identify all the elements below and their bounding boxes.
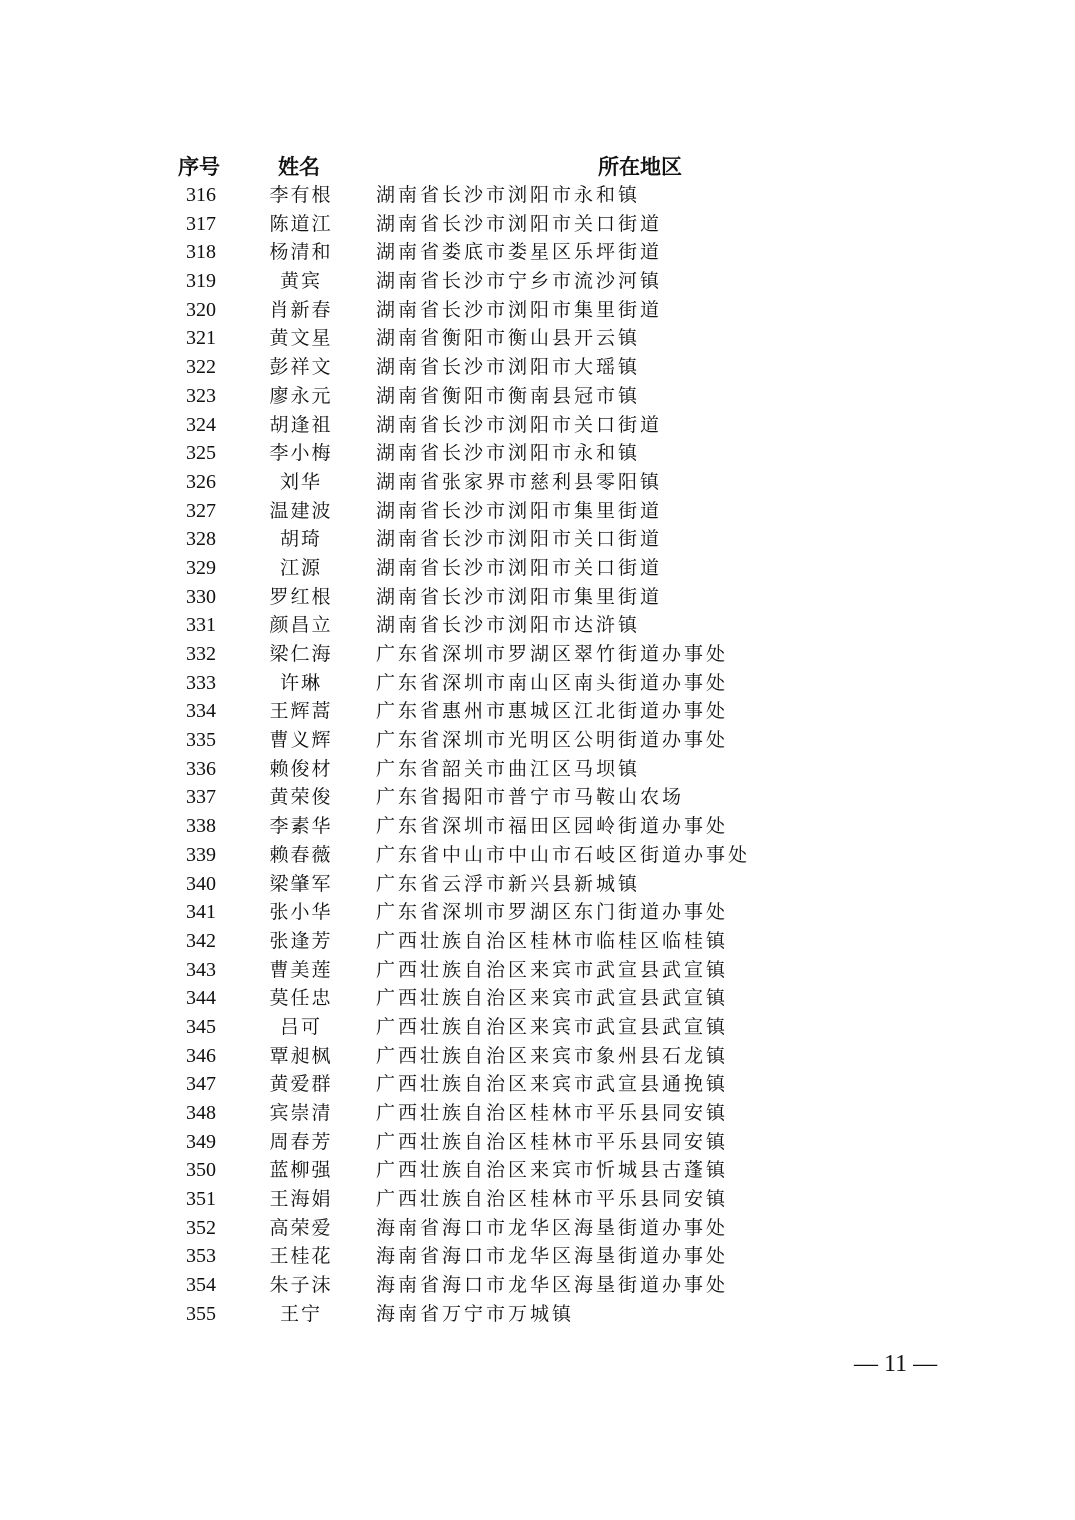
row-seq: 347 bbox=[186, 1073, 216, 1096]
row-name: 罗红根 bbox=[269, 585, 333, 608]
row-region: 广西壮族自治区来宾市武宣县通挽镇 bbox=[376, 1073, 729, 1096]
list-row bbox=[0, 439, 1075, 468]
row-seq: 330 bbox=[186, 585, 216, 608]
list-row bbox=[0, 697, 1075, 726]
row-name: 黄荣俊 bbox=[269, 786, 333, 809]
row-seq: 351 bbox=[186, 1188, 216, 1211]
row-name: 肖新春 bbox=[269, 298, 333, 321]
row-region: 湖南省衡阳市衡南县冠市镇 bbox=[376, 384, 641, 407]
row-seq: 325 bbox=[186, 442, 216, 465]
list-row bbox=[0, 210, 1075, 239]
list-row bbox=[0, 296, 1075, 325]
row-name: 梁肇军 bbox=[269, 872, 333, 895]
row-name: 周春芳 bbox=[269, 1130, 333, 1153]
row-seq: 344 bbox=[186, 987, 216, 1010]
list-row bbox=[0, 1042, 1075, 1071]
list-row bbox=[0, 1156, 1075, 1185]
row-seq: 329 bbox=[186, 556, 216, 579]
list-row bbox=[0, 783, 1075, 812]
row-name: 蓝柳强 bbox=[269, 1159, 333, 1182]
row-name: 高荣爱 bbox=[269, 1216, 333, 1239]
row-seq: 341 bbox=[186, 901, 216, 924]
row-seq: 340 bbox=[186, 872, 216, 895]
row-name: 张逢芳 bbox=[269, 929, 333, 952]
row-name: 王桂花 bbox=[269, 1245, 333, 1268]
list-row bbox=[0, 841, 1075, 870]
row-region: 湖南省长沙市浏阳市关口街道 bbox=[376, 413, 663, 436]
row-region: 湖南省长沙市浏阳市永和镇 bbox=[376, 442, 641, 465]
row-region: 广西壮族自治区桂林市平乐县同安镇 bbox=[376, 1102, 729, 1124]
row-region: 湖南省张家界市慈利县零阳镇 bbox=[376, 470, 663, 493]
row-region: 广西壮族自治区来宾市武宣县武宣镇 bbox=[376, 1015, 729, 1038]
row-region: 广西壮族自治区桂林市临桂区临桂镇 bbox=[376, 929, 729, 952]
row-seq: 321 bbox=[186, 327, 216, 350]
header-name: 姓名 bbox=[278, 155, 320, 179]
row-name: 李素华 bbox=[269, 815, 333, 838]
row-name: 颜昌立 bbox=[269, 614, 333, 637]
row-name: 许琳 bbox=[279, 671, 322, 694]
row-region: 湖南省长沙市浏阳市关口街道 bbox=[376, 528, 663, 551]
row-region: 海南省海口市龙华区海垦街道办事处 bbox=[376, 1274, 729, 1297]
list-row bbox=[0, 324, 1075, 353]
list-row bbox=[0, 411, 1075, 440]
row-seq: 354 bbox=[186, 1274, 216, 1297]
row-name: 宾崇清 bbox=[269, 1102, 333, 1124]
row-region: 广西壮族自治区来宾市武宣县武宣镇 bbox=[376, 958, 729, 981]
header-region: 所在地区 bbox=[598, 155, 682, 179]
row-region: 广东省中山市中山市石岐区街道办事处 bbox=[376, 843, 751, 866]
row-seq: 318 bbox=[186, 241, 216, 264]
row-seq: 324 bbox=[186, 413, 216, 436]
list-row bbox=[0, 353, 1075, 382]
row-name: 黄爱群 bbox=[269, 1073, 333, 1096]
list-row bbox=[0, 468, 1075, 497]
row-region: 湖南省长沙市宁乡市流沙河镇 bbox=[376, 270, 663, 293]
row-region: 广西壮族自治区桂林市平乐县同安镇 bbox=[376, 1188, 729, 1211]
row-name: 江源 bbox=[279, 556, 322, 579]
row-name: 胡琦 bbox=[279, 528, 322, 551]
row-seq: 337 bbox=[186, 786, 216, 809]
row-name: 吕可 bbox=[279, 1015, 322, 1038]
row-seq: 346 bbox=[186, 1044, 216, 1067]
row-region: 湖南省长沙市浏阳市集里街道 bbox=[376, 499, 663, 522]
row-region: 广东省韶关市曲江区马坝镇 bbox=[376, 757, 641, 780]
list-row bbox=[0, 898, 1075, 927]
list-row bbox=[0, 497, 1075, 526]
row-name: 曹美莲 bbox=[269, 958, 333, 981]
row-seq: 317 bbox=[186, 212, 216, 235]
list-row bbox=[0, 1214, 1075, 1243]
list-row bbox=[0, 1185, 1075, 1214]
row-seq: 335 bbox=[186, 729, 216, 752]
row-seq: 322 bbox=[186, 356, 216, 379]
row-name: 张小华 bbox=[269, 901, 333, 924]
page-number: — 11 — bbox=[854, 1351, 938, 1377]
row-seq: 342 bbox=[186, 929, 216, 952]
row-name: 彭祥文 bbox=[269, 356, 333, 379]
row-seq: 323 bbox=[186, 384, 216, 407]
row-region: 湖南省长沙市浏阳市大瑶镇 bbox=[376, 356, 641, 379]
row-name: 廖永元 bbox=[269, 384, 333, 407]
row-region: 广东省深圳市罗湖区翠竹街道办事处 bbox=[376, 643, 729, 665]
list-row bbox=[0, 1099, 1075, 1128]
row-seq: 333 bbox=[186, 671, 216, 694]
row-region: 广西壮族自治区来宾市象州县石龙镇 bbox=[376, 1044, 729, 1067]
list-row bbox=[0, 525, 1075, 554]
row-region: 湖南省长沙市浏阳市关口街道 bbox=[376, 212, 663, 235]
row-region: 广西壮族自治区来宾市忻城县古蓬镇 bbox=[376, 1159, 729, 1182]
list-row bbox=[0, 870, 1075, 899]
list-row bbox=[0, 927, 1075, 956]
row-region: 湖南省长沙市浏阳市集里街道 bbox=[376, 298, 663, 321]
row-name: 黄宾 bbox=[279, 270, 322, 293]
row-region: 广西壮族自治区来宾市武宣县武宣镇 bbox=[376, 987, 729, 1010]
row-region: 湖南省长沙市浏阳市达浒镇 bbox=[376, 614, 641, 637]
header-seq: 序号 bbox=[178, 155, 220, 179]
row-region: 广东省揭阳市普宁市马鞍山农场 bbox=[376, 786, 685, 809]
row-name: 王辉蒿 bbox=[269, 700, 333, 723]
row-region: 广东省深圳市南山区南头街道办事处 bbox=[376, 671, 729, 694]
row-seq: 326 bbox=[186, 470, 216, 493]
row-seq: 320 bbox=[186, 298, 216, 321]
row-seq: 338 bbox=[186, 815, 216, 838]
list-row bbox=[0, 382, 1075, 411]
list-row bbox=[0, 238, 1075, 267]
row-name: 李有根 bbox=[269, 184, 333, 206]
list-row bbox=[0, 812, 1075, 841]
list-row bbox=[0, 1013, 1075, 1042]
row-seq: 355 bbox=[186, 1302, 216, 1325]
row-name: 王宁 bbox=[279, 1302, 322, 1325]
list-row bbox=[0, 181, 1075, 210]
row-name: 温建波 bbox=[269, 499, 333, 522]
row-region: 海南省海口市龙华区海垦街道办事处 bbox=[376, 1245, 729, 1268]
row-name: 刘华 bbox=[279, 470, 322, 493]
row-name: 王海娟 bbox=[269, 1188, 333, 1211]
row-seq: 339 bbox=[186, 843, 216, 866]
row-region: 广东省深圳市福田区园岭街道办事处 bbox=[376, 815, 729, 838]
row-region: 广东省深圳市光明区公明街道办事处 bbox=[376, 729, 729, 752]
name-list bbox=[0, 181, 1075, 1329]
row-name: 李小梅 bbox=[269, 442, 333, 465]
row-seq: 316 bbox=[186, 184, 216, 206]
row-seq: 328 bbox=[186, 528, 216, 551]
row-seq: 319 bbox=[186, 270, 216, 293]
row-seq: 353 bbox=[186, 1245, 216, 1268]
list-row bbox=[0, 956, 1075, 985]
row-seq: 331 bbox=[186, 614, 216, 637]
row-name: 赖春薇 bbox=[269, 843, 333, 866]
list-row bbox=[0, 554, 1075, 583]
row-seq: 345 bbox=[186, 1015, 216, 1038]
row-region: 广东省云浮市新兴县新城镇 bbox=[376, 872, 641, 895]
row-seq: 352 bbox=[186, 1216, 216, 1239]
list-row bbox=[0, 1070, 1075, 1099]
list-row bbox=[0, 984, 1075, 1013]
list-row bbox=[0, 611, 1075, 640]
row-region: 湖南省娄底市娄星区乐坪街道 bbox=[376, 241, 663, 264]
list-row bbox=[0, 1271, 1075, 1300]
list-row bbox=[0, 755, 1075, 784]
list-row bbox=[0, 1300, 1075, 1329]
row-name: 覃昶枫 bbox=[269, 1044, 333, 1067]
row-name: 陈道江 bbox=[269, 212, 333, 235]
row-seq: 336 bbox=[186, 757, 216, 780]
row-name: 赖俊材 bbox=[269, 757, 333, 780]
row-seq: 349 bbox=[186, 1130, 216, 1153]
list-row bbox=[0, 726, 1075, 755]
row-region: 湖南省衡阳市衡山县开云镇 bbox=[376, 327, 641, 350]
list-row bbox=[0, 669, 1075, 698]
row-seq: 332 bbox=[186, 643, 216, 665]
row-region: 湖南省长沙市浏阳市集里街道 bbox=[376, 585, 663, 608]
row-seq: 343 bbox=[186, 958, 216, 981]
row-region: 广东省深圳市罗湖区东门街道办事处 bbox=[376, 901, 729, 924]
row-region: 海南省海口市龙华区海垦街道办事处 bbox=[376, 1216, 729, 1239]
row-seq: 350 bbox=[186, 1159, 216, 1182]
row-name: 莫任忠 bbox=[269, 987, 333, 1010]
row-name: 杨清和 bbox=[269, 241, 333, 264]
row-name: 胡逢祖 bbox=[269, 413, 333, 436]
row-name: 黄文星 bbox=[269, 327, 333, 350]
row-seq: 334 bbox=[186, 700, 216, 723]
list-row bbox=[0, 1242, 1075, 1271]
list-row bbox=[0, 1128, 1075, 1157]
row-region: 海南省万宁市万城镇 bbox=[376, 1302, 575, 1325]
row-region: 湖南省长沙市浏阳市永和镇 bbox=[376, 184, 641, 206]
row-region: 广东省惠州市惠城区江北街道办事处 bbox=[376, 700, 729, 723]
row-seq: 327 bbox=[186, 499, 216, 522]
row-region: 广西壮族自治区桂林市平乐县同安镇 bbox=[376, 1130, 729, 1153]
row-region: 湖南省长沙市浏阳市关口街道 bbox=[376, 556, 663, 579]
list-row bbox=[0, 267, 1075, 296]
row-name: 梁仁海 bbox=[269, 643, 333, 665]
row-name: 朱子沫 bbox=[269, 1274, 333, 1297]
row-seq: 348 bbox=[186, 1102, 216, 1124]
list-row bbox=[0, 583, 1075, 612]
list-row bbox=[0, 640, 1075, 669]
row-name: 曹义辉 bbox=[269, 729, 333, 752]
